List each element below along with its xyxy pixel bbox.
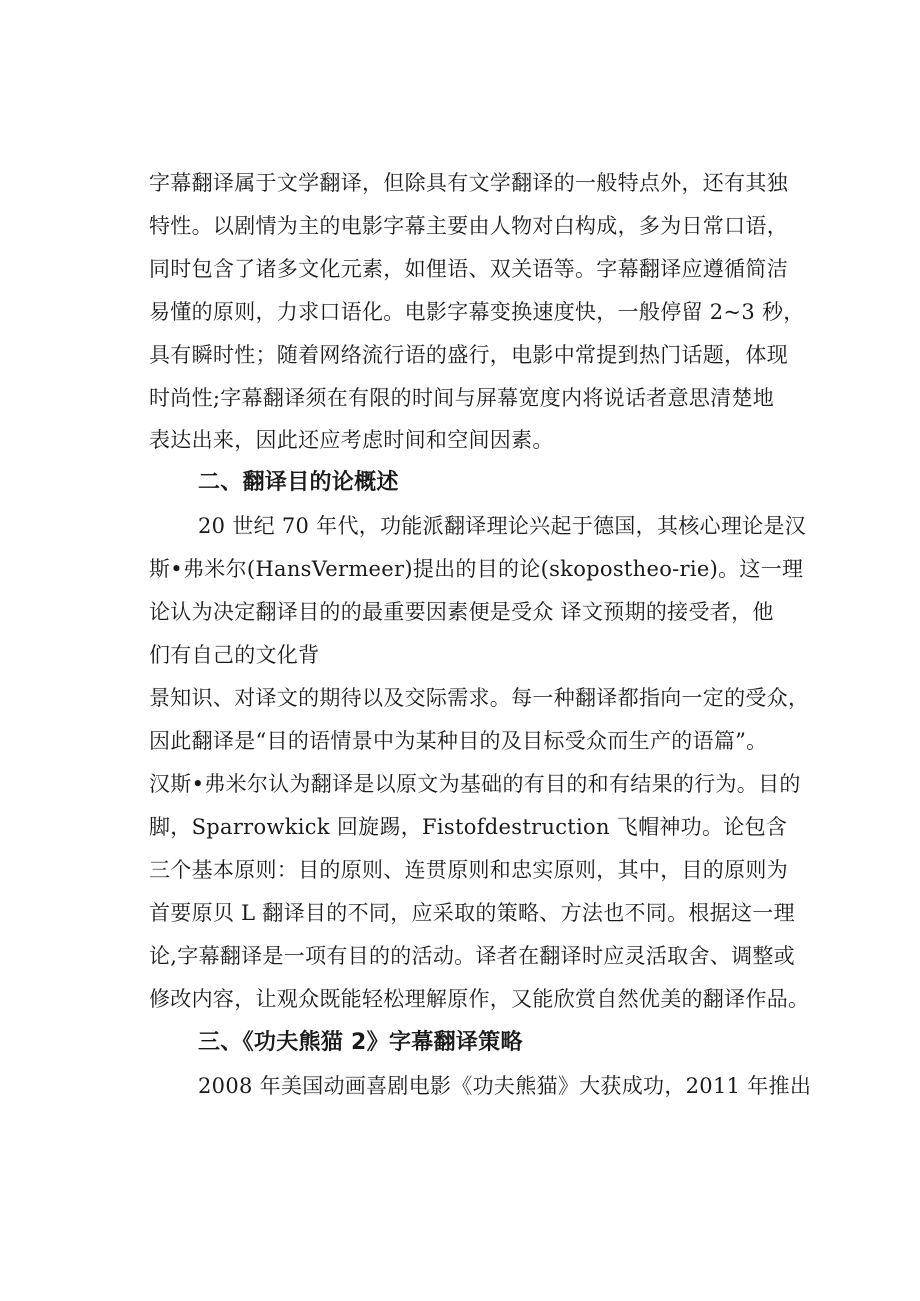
- paragraph-line: 斯•弗米尔(HansVermeer)提出的目的论(skopostheo-rie)。这一理: [149, 557, 804, 581]
- paragraph-line: 20 世纪 70 年代，功能派翻译理论兴起于德国，其核心理论是汉: [198, 514, 807, 538]
- paragraph-line: 修改内容，让观众既能轻松理解原作，又能欣赏自然优美的翻译作品。: [149, 987, 810, 1011]
- paragraph-line: 同时包含了诸多文化元素，如俚语、双关语等。字幕翻译应遵循简洁: [149, 257, 788, 281]
- paragraph-line: 字幕翻译属于文学翻译，但除具有文学翻译的一般特点外，还有其独: [149, 171, 788, 195]
- paragraph-line: 因此翻译是“目的语情景中为某种目的及目标受众而生产的语篇”。: [149, 729, 768, 753]
- paragraph-line: 论,字幕翻译是一项有目的的活动。译者在翻译时应灵活取舍、调整或: [149, 944, 795, 968]
- paragraph-line: 首要原贝 L 翻译目的不同，应采取的策略、方法也不同。根据这一理: [149, 901, 795, 925]
- paragraph-line: 表达出来，因此还应考虑时间和空间因素。: [149, 428, 554, 452]
- paragraph-line: 论认为决定翻译目的的最重要因素便是受众 译文预期的接受者，他: [149, 600, 774, 624]
- paragraph-line: 们有自己的文化背: [149, 643, 320, 667]
- paragraph-line: 三个基本原则：目的原则、连贯原则和忠实原则，其中，目的原则为: [149, 858, 788, 882]
- paragraph-line: 景知识、对译文的期待以及交际需求。每一种翻译都指向一定的受众，: [149, 686, 810, 710]
- paragraph-line: 时尚性;字幕翻译须在有限的时间与屏幕宽度内将说话者意思清楚地: [149, 386, 775, 410]
- paragraph-line: 汉斯•弗米尔认为翻译是以原文为基础的有目的和有结果的行为。目的: [149, 772, 801, 796]
- paragraph-line: 特性。以剧情为主的电影字幕主要由人物对白构成，多为日常口语，: [149, 214, 788, 238]
- paragraph-line: 易懂的原则，力求口语化。电影字幕变换速度快，一般停留 2~3 秒，: [149, 300, 805, 324]
- paragraph-line: 2008 年美国动画喜剧电影《功夫熊猫》大获成功，2011 年推出: [198, 1074, 812, 1098]
- section-heading: 二、翻译目的论概述: [198, 470, 399, 495]
- paragraph-line: 具有瞬时性；随着网络流行语的盛行，电影中常提到热门话题，体现: [149, 343, 788, 367]
- section-heading: 三、《功夫熊猫 2》字幕翻译策略: [198, 1030, 523, 1055]
- paragraph-line: 脚，Sparrowkick 回旋踢，Fistofdestruction 飞帽神功。论包含: [149, 815, 788, 839]
